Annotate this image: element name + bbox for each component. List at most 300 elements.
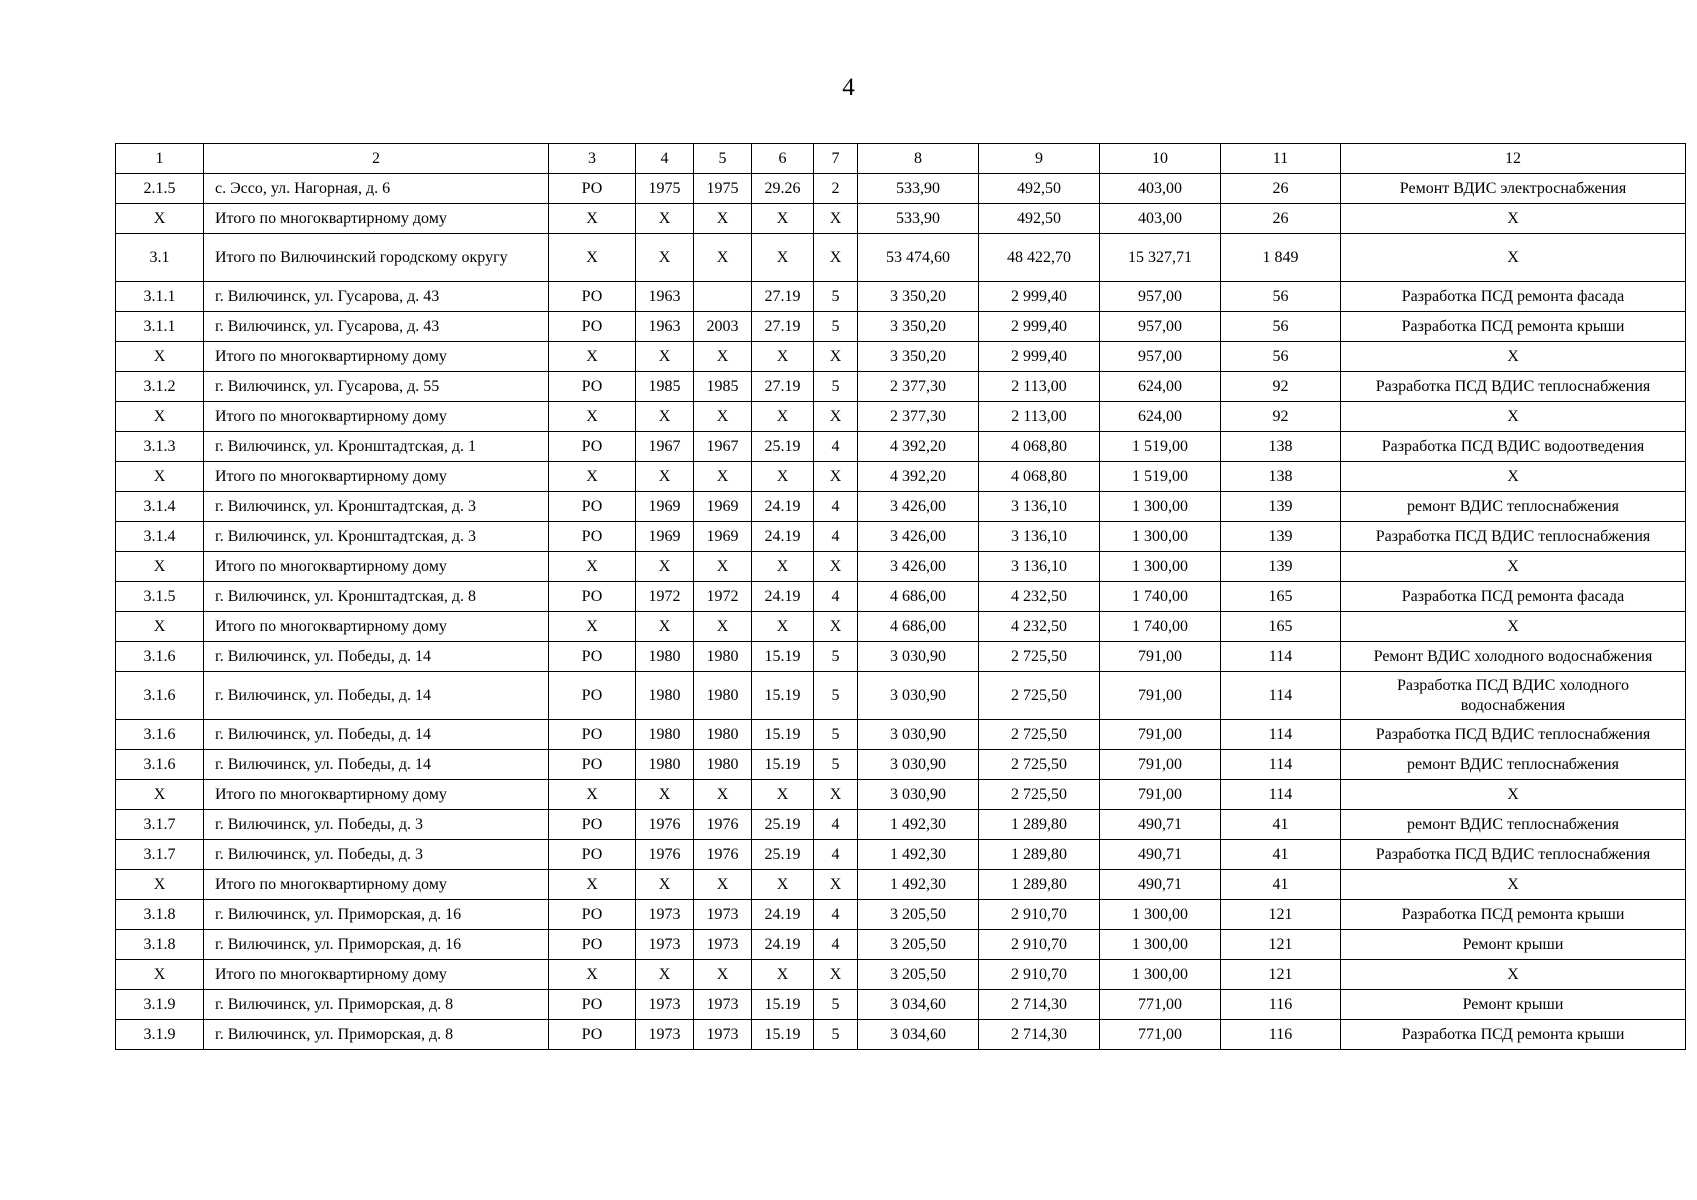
cell-address: г. Вилючинск, ул. Кронштадтская, д. 1: [204, 432, 549, 462]
cell-total-area: 1 492,30: [858, 810, 979, 840]
cell-program-code: РО: [549, 582, 636, 612]
cell-build-year: 1969: [636, 492, 694, 522]
cell-residents: 116: [1221, 990, 1341, 1020]
cell-cost-limit: 1 300,00: [1100, 930, 1221, 960]
table-row: [116, 960, 1686, 990]
cell-floors: Х: [814, 960, 858, 990]
cell-build-year: 1980: [636, 750, 694, 780]
cell-residents: 165: [1221, 612, 1341, 642]
cell-address: г. Вилючинск, ул. Гусарова, д. 43: [204, 312, 549, 342]
cell-living-area: 2 714,30: [979, 990, 1100, 1020]
cell-last-repair-year: 2003: [694, 312, 752, 342]
cell-total-area: 3 030,90: [858, 672, 979, 720]
cell-item-number: 3.1.6: [116, 672, 204, 720]
cell-living-area: 2 725,50: [979, 780, 1100, 810]
cell-residents: 114: [1221, 750, 1341, 780]
cell-wear: 15.19: [752, 1020, 814, 1050]
cell-address: г. Вилючинск, ул. Приморская, д. 8: [204, 1020, 549, 1050]
cell-address: г. Вилючинск, ул. Победы, д. 14: [204, 750, 549, 780]
cell-last-repair-year: 1980: [694, 672, 752, 720]
cell-program-code: РО: [549, 810, 636, 840]
column-header: 3: [549, 144, 636, 174]
table-row: [116, 900, 1686, 930]
cell-residents: 41: [1221, 810, 1341, 840]
cell-cost-limit: 1 300,00: [1100, 552, 1221, 582]
cell-program-code: РО: [549, 840, 636, 870]
cell-build-year: 1972: [636, 582, 694, 612]
cell-residents: 138: [1221, 462, 1341, 492]
cell-floors: 4: [814, 492, 858, 522]
cell-work-type: ремонт ВДИС теплоснабжения: [1341, 750, 1686, 780]
cell-last-repair-year: 1985: [694, 372, 752, 402]
table-row: [116, 342, 1686, 372]
cell-residents: 114: [1221, 780, 1341, 810]
cell-build-year: Х: [636, 612, 694, 642]
cell-residents: 56: [1221, 342, 1341, 372]
cell-cost-limit: 1 519,00: [1100, 462, 1221, 492]
cell-wear: Х: [752, 462, 814, 492]
cell-living-area: 2 113,00: [979, 372, 1100, 402]
cell-address: г. Вилючинск, ул. Приморская, д. 16: [204, 930, 549, 960]
cell-living-area: 3 136,10: [979, 522, 1100, 552]
cell-residents: 56: [1221, 282, 1341, 312]
cell-total-area: 3 205,50: [858, 960, 979, 990]
column-header: 6: [752, 144, 814, 174]
cell-total-area: 1 492,30: [858, 870, 979, 900]
cell-last-repair-year: 1973: [694, 990, 752, 1020]
cell-work-type: Х: [1341, 342, 1686, 372]
cell-last-repair-year: Х: [694, 552, 752, 582]
cell-cost-limit: 957,00: [1100, 282, 1221, 312]
cell-last-repair-year: 1969: [694, 492, 752, 522]
cell-floors: 4: [814, 810, 858, 840]
cell-wear: 25.19: [752, 810, 814, 840]
cell-program-code: Х: [549, 780, 636, 810]
cell-last-repair-year: 1967: [694, 432, 752, 462]
cell-work-type: Ремонт крыши: [1341, 990, 1686, 1020]
table-row: [116, 720, 1686, 750]
cell-floors: 5: [814, 312, 858, 342]
cell-item-number: 3.1.6: [116, 750, 204, 780]
cell-build-year: 1975: [636, 174, 694, 204]
cell-total-area: 3 350,20: [858, 312, 979, 342]
cell-address: г. Вилючинск, ул. Гусарова, д. 55: [204, 372, 549, 402]
cell-item-number: Х: [116, 870, 204, 900]
cell-item-number: 3.1.6: [116, 642, 204, 672]
cell-build-year: 1973: [636, 930, 694, 960]
cell-build-year: 1973: [636, 1020, 694, 1050]
cell-program-code: Х: [549, 960, 636, 990]
cell-living-area: 2 999,40: [979, 342, 1100, 372]
cell-wear: 25.19: [752, 840, 814, 870]
cell-last-repair-year: 1973: [694, 930, 752, 960]
cell-address: г. Вилючинск, ул. Победы, д. 14: [204, 720, 549, 750]
cell-total-area: 3 030,90: [858, 780, 979, 810]
cell-wear: 27.19: [752, 312, 814, 342]
cell-last-repair-year: Х: [694, 960, 752, 990]
cell-living-area: 1 289,80: [979, 810, 1100, 840]
cell-living-area: 4 068,80: [979, 462, 1100, 492]
cell-wear: 24.19: [752, 522, 814, 552]
cell-living-area: 2 714,30: [979, 1020, 1100, 1050]
cell-program-code: РО: [549, 990, 636, 1020]
cell-living-area: 492,50: [979, 174, 1100, 204]
cell-program-code: Х: [549, 402, 636, 432]
cell-work-type: Разработка ПСД ремонта фасада: [1341, 582, 1686, 612]
cell-work-type: Х: [1341, 960, 1686, 990]
cell-cost-limit: 791,00: [1100, 750, 1221, 780]
cell-build-year: 1985: [636, 372, 694, 402]
cell-total-area: 3 205,50: [858, 930, 979, 960]
cell-address: г. Вилючинск, ул. Приморская, д. 8: [204, 990, 549, 1020]
cell-address: Итого по многоквартирному дому: [204, 204, 549, 234]
cell-build-year: Х: [636, 234, 694, 282]
cell-floors: 4: [814, 522, 858, 552]
cell-build-year: 1967: [636, 432, 694, 462]
cell-cost-limit: 1 740,00: [1100, 582, 1221, 612]
cell-item-number: 3.1.7: [116, 810, 204, 840]
cell-living-area: 2 999,40: [979, 312, 1100, 342]
cell-cost-limit: 1 300,00: [1100, 522, 1221, 552]
cell-build-year: Х: [636, 462, 694, 492]
cell-living-area: 3 136,10: [979, 552, 1100, 582]
cell-work-type: Разработка ПСД ремонта крыши: [1341, 900, 1686, 930]
cell-floors: Х: [814, 870, 858, 900]
cell-floors: 5: [814, 282, 858, 312]
cell-floors: Х: [814, 204, 858, 234]
cell-program-code: РО: [549, 492, 636, 522]
cell-work-type: Разработка ПСД ВДИС теплоснабжения: [1341, 840, 1686, 870]
table-header-row: [116, 144, 1686, 174]
cell-cost-limit: 1 300,00: [1100, 492, 1221, 522]
table-row: [116, 870, 1686, 900]
table-row: [116, 582, 1686, 612]
cell-wear: 24.19: [752, 582, 814, 612]
cell-build-year: 1976: [636, 810, 694, 840]
cell-last-repair-year: 1973: [694, 1020, 752, 1050]
page-number: 4: [842, 74, 855, 101]
column-header: 9: [979, 144, 1100, 174]
cell-work-type: Х: [1341, 612, 1686, 642]
cell-cost-limit: 15 327,71: [1100, 234, 1221, 282]
cell-floors: 4: [814, 930, 858, 960]
cell-cost-limit: 490,71: [1100, 840, 1221, 870]
cell-work-type: Ремонт ВДИС электроснабжения: [1341, 174, 1686, 204]
cell-item-number: 3.1.6: [116, 720, 204, 750]
table-row: [116, 312, 1686, 342]
cell-floors: Х: [814, 552, 858, 582]
cell-cost-limit: 1 300,00: [1100, 900, 1221, 930]
cell-program-code: РО: [549, 750, 636, 780]
cell-residents: 165: [1221, 582, 1341, 612]
cell-residents: 26: [1221, 174, 1341, 204]
cell-item-number: 3.1.1: [116, 282, 204, 312]
cell-work-type: Разработка ПСД ВДИС теплоснабжения: [1341, 720, 1686, 750]
cell-program-code: РО: [549, 312, 636, 342]
table-row: [116, 432, 1686, 462]
cell-last-repair-year: 1975: [694, 174, 752, 204]
cell-item-number: Х: [116, 612, 204, 642]
cell-wear: 24.19: [752, 492, 814, 522]
cell-cost-limit: 771,00: [1100, 990, 1221, 1020]
cell-floors: Х: [814, 780, 858, 810]
table-row: [116, 234, 1686, 282]
cell-living-area: 1 289,80: [979, 870, 1100, 900]
cell-residents: 121: [1221, 900, 1341, 930]
table-row: [116, 552, 1686, 582]
cell-item-number: 3.1.4: [116, 492, 204, 522]
cell-residents: 139: [1221, 492, 1341, 522]
cell-cost-limit: 1 740,00: [1100, 612, 1221, 642]
cell-living-area: 2 725,50: [979, 642, 1100, 672]
cell-work-type: Ремонт крыши: [1341, 930, 1686, 960]
cell-residents: 41: [1221, 840, 1341, 870]
column-header: 1: [116, 144, 204, 174]
cell-wear: 15.19: [752, 750, 814, 780]
cell-address: г. Вилючинск, ул. Кронштадтская, д. 3: [204, 522, 549, 552]
cell-total-area: 4 686,00: [858, 582, 979, 612]
cell-last-repair-year: Х: [694, 462, 752, 492]
cell-living-area: 2 113,00: [979, 402, 1100, 432]
cell-cost-limit: 791,00: [1100, 642, 1221, 672]
cell-address: г. Вилючинск, ул. Гусарова, д. 43: [204, 282, 549, 312]
cell-address: Итого по многоквартирному дому: [204, 462, 549, 492]
cell-wear: 24.19: [752, 930, 814, 960]
cell-last-repair-year: Х: [694, 780, 752, 810]
cell-total-area: 4 392,20: [858, 462, 979, 492]
cell-living-area: 492,50: [979, 204, 1100, 234]
cell-item-number: 3.1.1: [116, 312, 204, 342]
cell-item-number: 3.1.7: [116, 840, 204, 870]
cell-last-repair-year: Х: [694, 612, 752, 642]
table-row: [116, 174, 1686, 204]
cell-build-year: 1980: [636, 672, 694, 720]
cell-work-type: Х: [1341, 552, 1686, 582]
cell-living-area: 4 232,50: [979, 582, 1100, 612]
table-row: [116, 780, 1686, 810]
cell-build-year: 1980: [636, 720, 694, 750]
cell-last-repair-year: 1980: [694, 642, 752, 672]
cell-floors: 5: [814, 1020, 858, 1050]
cell-work-type: Разработка ПСД ВДИС теплоснабжения: [1341, 522, 1686, 552]
cell-program-code: Х: [549, 870, 636, 900]
cell-wear: 15.19: [752, 720, 814, 750]
cell-living-area: 4 232,50: [979, 612, 1100, 642]
cell-work-type: Разработка ПСД ремонта крыши: [1341, 312, 1686, 342]
cell-work-type: Х: [1341, 462, 1686, 492]
cell-floors: 2: [814, 174, 858, 204]
cell-cost-limit: 791,00: [1100, 780, 1221, 810]
cell-item-number: Х: [116, 462, 204, 492]
cell-residents: 121: [1221, 930, 1341, 960]
cell-floors: 5: [814, 642, 858, 672]
cell-program-code: РО: [549, 522, 636, 552]
cell-wear: Х: [752, 234, 814, 282]
cell-work-type: Х: [1341, 870, 1686, 900]
cell-program-code: РО: [549, 930, 636, 960]
cell-address: Итого по многоквартирному дому: [204, 552, 549, 582]
cell-total-area: 3 350,20: [858, 342, 979, 372]
column-header: 5: [694, 144, 752, 174]
cell-address: Итого по многоквартирному дому: [204, 960, 549, 990]
column-header: 8: [858, 144, 979, 174]
cell-cost-limit: 771,00: [1100, 1020, 1221, 1050]
cell-total-area: 1 492,30: [858, 840, 979, 870]
cell-program-code: Х: [549, 612, 636, 642]
cell-cost-limit: 791,00: [1100, 720, 1221, 750]
cell-residents: 139: [1221, 522, 1341, 552]
cell-address: г. Вилючинск, ул. Победы, д. 3: [204, 840, 549, 870]
cell-address: Итого по многоквартирному дому: [204, 780, 549, 810]
cell-wear: 15.19: [752, 642, 814, 672]
cell-cost-limit: 1 519,00: [1100, 432, 1221, 462]
cell-total-area: 3 034,60: [858, 1020, 979, 1050]
cell-address: Итого по многоквартирному дому: [204, 402, 549, 432]
cell-wear: 29.26: [752, 174, 814, 204]
cell-item-number: Х: [116, 552, 204, 582]
cell-program-code: Х: [549, 234, 636, 282]
cell-build-year: Х: [636, 342, 694, 372]
cell-living-area: 2 725,50: [979, 720, 1100, 750]
cell-build-year: 1969: [636, 522, 694, 552]
cell-build-year: Х: [636, 204, 694, 234]
cell-wear: 25.19: [752, 432, 814, 462]
cell-build-year: 1963: [636, 282, 694, 312]
cell-build-year: 1973: [636, 900, 694, 930]
cell-residents: 114: [1221, 672, 1341, 720]
cell-wear: 15.19: [752, 672, 814, 720]
cell-cost-limit: 403,00: [1100, 174, 1221, 204]
cell-address: г. Вилючинск, ул. Приморская, д. 16: [204, 900, 549, 930]
cell-floors: 4: [814, 582, 858, 612]
cell-program-code: РО: [549, 720, 636, 750]
cell-floors: Х: [814, 402, 858, 432]
cell-total-area: 3 426,00: [858, 552, 979, 582]
table-row: [116, 810, 1686, 840]
cell-total-area: 53 474,60: [858, 234, 979, 282]
cell-last-repair-year: Х: [694, 204, 752, 234]
cell-wear: Х: [752, 552, 814, 582]
table-row: [116, 462, 1686, 492]
cell-wear: Х: [752, 870, 814, 900]
cell-floors: Х: [814, 612, 858, 642]
cell-living-area: 4 068,80: [979, 432, 1100, 462]
table-row: [116, 282, 1686, 312]
cell-total-area: 3 426,00: [858, 492, 979, 522]
column-header: 12: [1341, 144, 1686, 174]
cell-build-year: Х: [636, 780, 694, 810]
table-row: [116, 930, 1686, 960]
table-row: [116, 612, 1686, 642]
cell-program-code: Х: [549, 342, 636, 372]
column-header: 11: [1221, 144, 1341, 174]
table-row: [116, 672, 1686, 720]
cell-wear: 27.19: [752, 282, 814, 312]
cell-last-repair-year: 1980: [694, 750, 752, 780]
cell-total-area: 3 030,90: [858, 720, 979, 750]
cell-last-repair-year: Х: [694, 234, 752, 282]
cell-address: г. Вилючинск, ул. Кронштадтская, д. 3: [204, 492, 549, 522]
cell-wear: 15.19: [752, 990, 814, 1020]
cell-last-repair-year: 1976: [694, 840, 752, 870]
cell-wear: Х: [752, 342, 814, 372]
cell-program-code: РО: [549, 174, 636, 204]
cell-program-code: Х: [549, 552, 636, 582]
column-header: 7: [814, 144, 858, 174]
cell-work-type: ремонт ВДИС теплоснабжения: [1341, 810, 1686, 840]
cell-address: Итого по Вилючинский городскому округу: [204, 234, 549, 282]
cell-residents: 92: [1221, 372, 1341, 402]
cell-floors: 4: [814, 900, 858, 930]
cell-work-type: Разработка ПСД ремонта фасада: [1341, 282, 1686, 312]
cell-total-area: 3 030,90: [858, 642, 979, 672]
table-row: [116, 402, 1686, 432]
cell-cost-limit: 490,71: [1100, 810, 1221, 840]
cell-address: Итого по многоквартирному дому: [204, 870, 549, 900]
cell-residents: 41: [1221, 870, 1341, 900]
cell-living-area: 3 136,10: [979, 492, 1100, 522]
cell-last-repair-year: 1973: [694, 900, 752, 930]
cell-floors: 5: [814, 990, 858, 1020]
cell-item-number: Х: [116, 960, 204, 990]
repair-schedule-table: [115, 143, 1686, 1050]
cell-item-number: Х: [116, 780, 204, 810]
cell-item-number: 3.1.2: [116, 372, 204, 402]
cell-floors: 5: [814, 672, 858, 720]
cell-item-number: 3.1.5: [116, 582, 204, 612]
cell-last-repair-year: Х: [694, 870, 752, 900]
table-row: [116, 492, 1686, 522]
cell-build-year: Х: [636, 552, 694, 582]
cell-item-number: Х: [116, 402, 204, 432]
cell-wear: Х: [752, 402, 814, 432]
cell-work-type: ремонт ВДИС теплоснабжения: [1341, 492, 1686, 522]
cell-program-code: РО: [549, 900, 636, 930]
cell-address: г. Вилючинск, ул. Победы, д. 14: [204, 642, 549, 672]
table-body: [116, 144, 1686, 1050]
cell-total-area: 2 377,30: [858, 372, 979, 402]
cell-living-area: 48 422,70: [979, 234, 1100, 282]
cell-work-type: Разработка ПСД ВДИС теплоснабжения: [1341, 372, 1686, 402]
table-row: [116, 840, 1686, 870]
cell-cost-limit: 490,71: [1100, 870, 1221, 900]
cell-total-area: 533,90: [858, 174, 979, 204]
cell-program-code: РО: [549, 372, 636, 402]
cell-work-type: Х: [1341, 204, 1686, 234]
cell-program-code: РО: [549, 432, 636, 462]
cell-last-repair-year: 1972: [694, 582, 752, 612]
cell-last-repair-year: [694, 282, 752, 312]
cell-floors: 5: [814, 720, 858, 750]
table-row: [116, 372, 1686, 402]
cell-last-repair-year: Х: [694, 342, 752, 372]
cell-item-number: 2.1.5: [116, 174, 204, 204]
cell-wear: Х: [752, 780, 814, 810]
cell-address: Итого по многоквартирному дому: [204, 612, 549, 642]
cell-build-year: 1973: [636, 990, 694, 1020]
cell-address: с. Эссо, ул. Нагорная, д. 6: [204, 174, 549, 204]
cell-cost-limit: 791,00: [1100, 672, 1221, 720]
cell-residents: 92: [1221, 402, 1341, 432]
cell-living-area: 2 725,50: [979, 672, 1100, 720]
column-header: 2: [204, 144, 549, 174]
cell-living-area: 2 999,40: [979, 282, 1100, 312]
cell-item-number: 3.1.8: [116, 930, 204, 960]
cell-last-repair-year: 1969: [694, 522, 752, 552]
cell-item-number: Х: [116, 204, 204, 234]
cell-residents: 116: [1221, 1020, 1341, 1050]
cell-floors: Х: [814, 234, 858, 282]
